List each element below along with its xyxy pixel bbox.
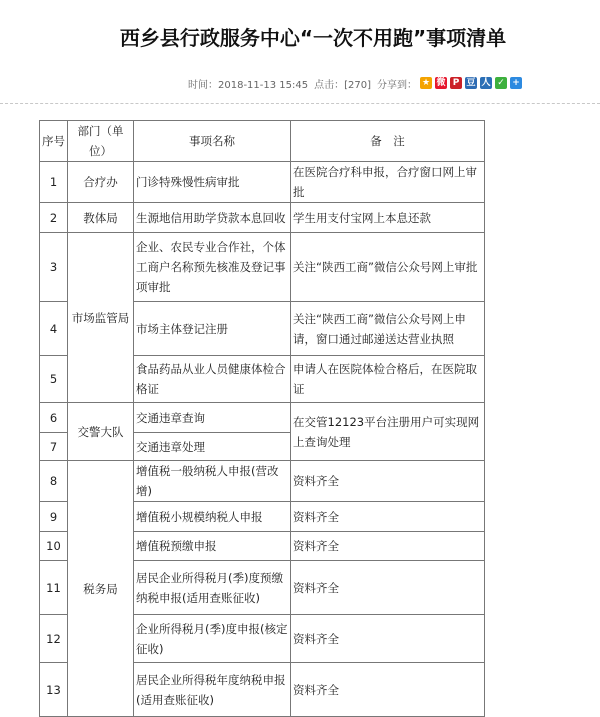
item-cell: 增值税预缴申报 bbox=[134, 532, 291, 561]
row-number: 13 bbox=[40, 663, 68, 717]
item-cell: 门诊特殊慢性病审批 bbox=[134, 162, 291, 203]
header-department: 部门（单位） bbox=[68, 121, 134, 162]
row-number: 5 bbox=[40, 356, 68, 403]
department-cell: 教体局 bbox=[68, 203, 134, 233]
douban-icon[interactable]: 豆 bbox=[466, 78, 476, 88]
row-number: 10 bbox=[40, 532, 68, 561]
note-cell: 在交管12123平台注册用户可实现网上查询处理 bbox=[291, 403, 485, 461]
row-number: 3 bbox=[40, 233, 68, 302]
table-row bbox=[40, 461, 485, 502]
note-cell: 资料齐全 bbox=[291, 461, 485, 502]
divider bbox=[0, 103, 600, 104]
article-meta bbox=[188, 74, 522, 92]
item-cell: 增值税小规模纳税人申报 bbox=[134, 502, 291, 532]
note-cell: 关注“陕西工商”微信公众号网上申请，窗口通过邮递送达营业执照 bbox=[291, 302, 485, 356]
item-cell: 企业所得税月(季)度申报(核定征收) bbox=[134, 615, 291, 663]
note-cell: 关注“陕西工商”微信公众号网上审批 bbox=[291, 233, 485, 302]
department-cell: 合疗办 bbox=[68, 162, 134, 203]
table-row bbox=[40, 403, 485, 433]
pinterest-icon[interactable]: P bbox=[450, 77, 462, 89]
department-cell: 交警大队 bbox=[68, 403, 134, 461]
item-cell: 居民企业所得税月(季)度预缴纳税申报(适用查账征收) bbox=[134, 561, 291, 615]
row-number: 1 bbox=[40, 162, 68, 203]
department-cell: 税务局 bbox=[68, 461, 134, 717]
item-cell: 食品药品从业人员健康体检合格证 bbox=[134, 356, 291, 403]
item-cell: 企业、农民专业合作社，个体工商户名称预先核准及登记事项审批 bbox=[134, 233, 291, 302]
share-label: 分享到： bbox=[377, 79, 418, 91]
item-cell: 交通违章查询 bbox=[134, 403, 291, 433]
note-cell: 申请人在医院体检合格后，在医院取证 bbox=[291, 356, 485, 403]
row-number: 6 bbox=[40, 403, 68, 433]
note-cell: 资料齐全 bbox=[291, 615, 485, 663]
row-number: 4 bbox=[40, 302, 68, 356]
header-item: 事项名称 bbox=[134, 121, 291, 162]
item-cell: 生源地信用助学贷款本息回收 bbox=[134, 203, 291, 233]
matters-table bbox=[39, 120, 485, 717]
table-row bbox=[40, 233, 485, 302]
header-no: 序号 bbox=[40, 121, 68, 162]
row-number: 11 bbox=[40, 561, 68, 615]
table-row bbox=[40, 203, 485, 233]
row-number: 8 bbox=[40, 461, 68, 502]
publish-time: 时间：2018-11-13 15:45 bbox=[188, 79, 309, 91]
note-cell: 资料齐全 bbox=[291, 532, 485, 561]
more-share-icon[interactable]: + bbox=[510, 77, 522, 89]
share-icons bbox=[420, 77, 522, 89]
row-number: 12 bbox=[40, 615, 68, 663]
weibo-icon[interactable]: 微 bbox=[436, 78, 446, 88]
row-number: 2 bbox=[40, 203, 68, 233]
note-cell: 资料齐全 bbox=[291, 502, 485, 532]
department-cell: 市场监管局 bbox=[68, 233, 134, 403]
renren-icon[interactable]: 人 bbox=[481, 78, 491, 88]
table-header-row bbox=[40, 121, 485, 162]
item-cell: 居民企业所得税年度纳税申报(适用查账征收) bbox=[134, 663, 291, 717]
item-cell: 市场主体登记注册 bbox=[134, 302, 291, 356]
row-number: 7 bbox=[40, 433, 68, 461]
table-row bbox=[40, 162, 485, 203]
header-note: 备 注 bbox=[291, 121, 485, 162]
page-title: 西乡县行政服务中心“一次不用跑”事项清单 bbox=[119, 26, 507, 50]
wechat-icon[interactable]: ✓ bbox=[495, 77, 507, 89]
click-count: 点击：[270] bbox=[314, 79, 372, 91]
note-cell: 资料齐全 bbox=[291, 561, 485, 615]
item-cell: 交通违章处理 bbox=[134, 433, 291, 461]
item-cell: 增值税一般纳税人申报(营改增) bbox=[134, 461, 291, 502]
note-cell: 在医院合疗科申报，合疗窗口网上审批 bbox=[291, 162, 485, 203]
row-number: 9 bbox=[40, 502, 68, 532]
note-cell: 资料齐全 bbox=[291, 663, 485, 717]
note-cell: 学生用支付宝网上本息还款 bbox=[291, 203, 485, 233]
star-icon[interactable]: ★ bbox=[421, 78, 431, 88]
